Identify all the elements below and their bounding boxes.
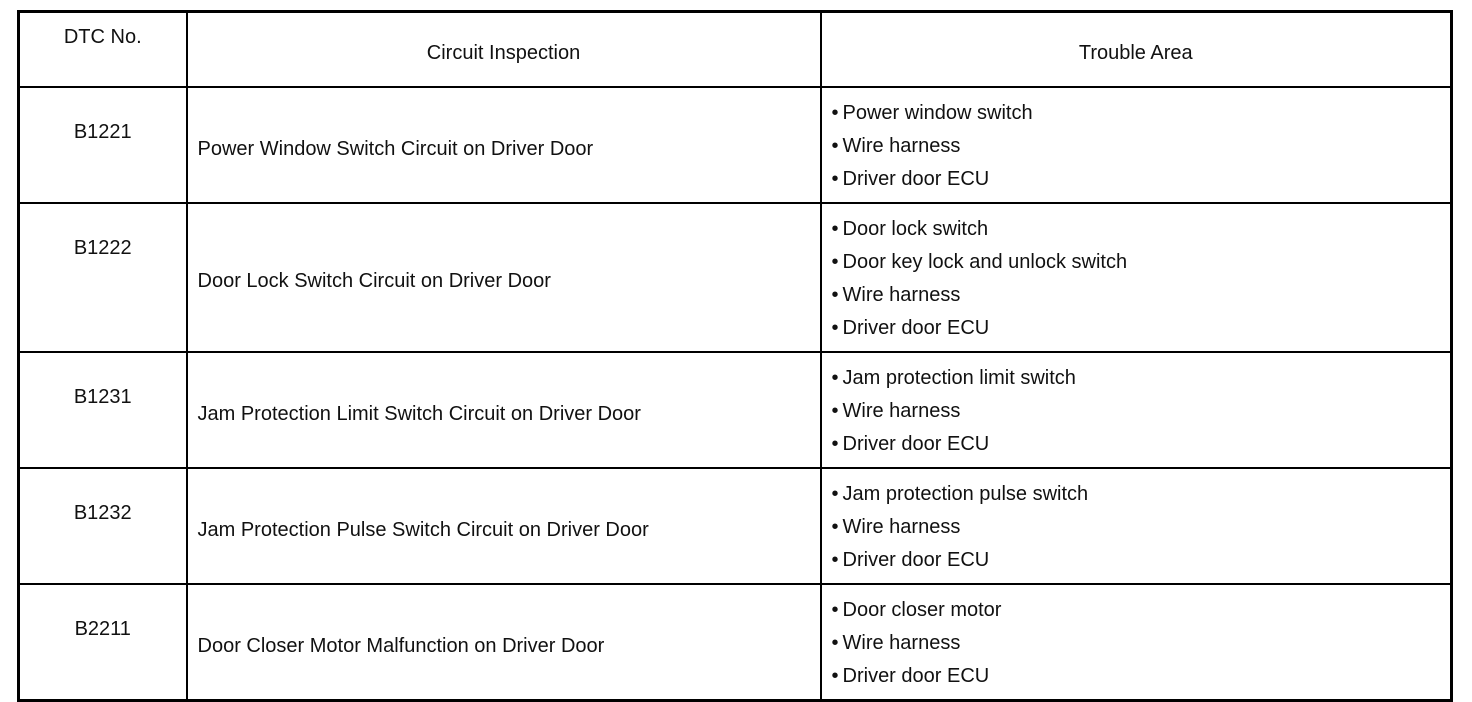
dtc-code: B2211: [19, 584, 187, 701]
table-body: [19, 87, 1452, 701]
trouble-area-list: [832, 484, 1451, 583]
trouble-area-item: • Door closer motor: [832, 600, 1451, 633]
table-row: [19, 203, 1452, 352]
circuit-inspection: Power Window Switch Circuit on Driver Door: [187, 87, 821, 203]
dtc-code: B1222: [19, 203, 187, 352]
trouble-area-cell: [821, 203, 1452, 352]
header-dtc-no: DTC No.: [19, 12, 187, 87]
trouble-area-item: • Wire harness: [832, 136, 1451, 169]
trouble-area-cell: [821, 584, 1452, 701]
table-row: [19, 584, 1452, 701]
table-header: [19, 12, 1452, 87]
trouble-area-cell: [821, 87, 1452, 203]
table-row: [19, 87, 1452, 203]
trouble-area-item: • Driver door ECU: [832, 318, 1451, 351]
trouble-area-item: • Jam protection pulse switch: [832, 484, 1451, 517]
table-row: [19, 468, 1452, 584]
dtc-code: B1221: [19, 87, 187, 203]
dtc-code: B1231: [19, 352, 187, 468]
dtc-table: [17, 10, 1453, 702]
trouble-area-item: • Jam protection limit switch: [832, 368, 1451, 401]
trouble-area-cell: [821, 468, 1452, 584]
trouble-area-item: • Driver door ECU: [832, 550, 1451, 583]
trouble-area-item: • Driver door ECU: [832, 169, 1451, 202]
trouble-area-item: • Wire harness: [832, 633, 1451, 666]
circuit-inspection: Door Closer Motor Malfunction on Driver Door: [187, 584, 821, 701]
trouble-area-item: • Wire harness: [832, 285, 1451, 318]
trouble-area-list: [832, 103, 1451, 202]
table-row: [19, 352, 1452, 468]
header-circuit-inspection: Circuit Inspection: [187, 12, 821, 87]
circuit-inspection: Jam Protection Limit Switch Circuit on Driver Door: [187, 352, 821, 468]
dtc-code: B1232: [19, 468, 187, 584]
trouble-area-cell: [821, 352, 1452, 468]
header-trouble-area: Trouble Area: [821, 12, 1452, 87]
circuit-inspection: Jam Protection Pulse Switch Circuit on Driver Door: [187, 468, 821, 584]
trouble-area-item: • Wire harness: [832, 517, 1451, 550]
trouble-area-item: • Door key lock and unlock switch: [832, 252, 1451, 285]
trouble-area-list: [832, 600, 1451, 699]
trouble-area-item: • Driver door ECU: [832, 434, 1451, 467]
circuit-inspection: Door Lock Switch Circuit on Driver Door: [187, 203, 821, 352]
trouble-area-item: • Door lock switch: [832, 219, 1451, 252]
trouble-area-list: [832, 368, 1451, 467]
trouble-area-item: • Driver door ECU: [832, 666, 1451, 699]
trouble-area-list: [832, 219, 1451, 351]
trouble-area-item: • Power window switch: [832, 103, 1451, 136]
header-row: [19, 12, 1452, 87]
trouble-area-item: • Wire harness: [832, 401, 1451, 434]
